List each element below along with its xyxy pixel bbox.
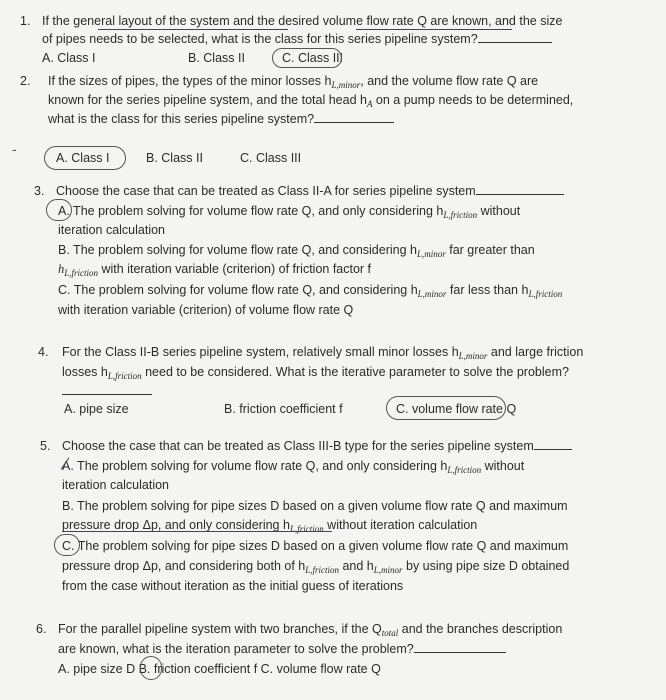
q5-option-c-line3: from the case without iteration as the initial guess of iterations: [62, 579, 404, 593]
q1-option-c[interactable]: C. Class III: [282, 51, 344, 65]
q4-option-b[interactable]: B. friction coefficient f: [224, 402, 343, 416]
q6-text-line2: are known, what is the iteration parameter to solve the problem?: [58, 641, 506, 657]
q5-option-c[interactable]: C. The problem solving for pipe sizes D based on a given volume flow rate Q and maximum: [62, 539, 569, 553]
q4-number: 4.: [38, 345, 49, 359]
q5-option-b-line2: pressure drop Δp, and only considering $h_{L,friction}$ without iteration calculation: [62, 518, 478, 534]
q1-option-b[interactable]: B. Class II: [188, 51, 245, 65]
q3-option-c[interactable]: C. The problem solving for volume flow rate Q, and considering $h_{L,minor}$ far less than $h_{L,friction}$: [58, 283, 563, 299]
q2-option-a[interactable]: A. Class I: [56, 151, 110, 165]
q2-option-b[interactable]: B. Class II: [146, 151, 203, 165]
q4-text-line1: For the Class II-B series pipeline system, relatively small minor losses $h_{L,minor}$ and large friction: [62, 345, 584, 361]
q4-text-line2: losses $h_{L,friction}$ need to be considered. What is the iterative parameter to solve the problem?: [62, 365, 569, 381]
q2-option-c[interactable]: C. Class III: [240, 151, 302, 165]
q1-selected-circle: [272, 48, 342, 68]
q3-number: 3.: [34, 184, 45, 198]
q2-text-line2: known for the series pipeline system, and the total head $h_A$ on a pump needs to be determined,: [48, 93, 574, 109]
q2-text-line3: what is the class for this series pipeline system?: [48, 111, 394, 127]
q6-text-line1: For the parallel pipeline system with two branches, if the $Q_{total}$ and the branches description: [58, 622, 563, 638]
q1-pen-underline-2: [356, 29, 512, 30]
q3-option-b-line2: $h_{L,friction}$ with iteration variable (criterion) of friction factor f: [58, 262, 372, 278]
q4-selected-circle: [386, 396, 506, 420]
q1-option-a[interactable]: A. Class I: [42, 51, 96, 65]
q5-answer-blank[interactable]: [534, 438, 572, 450]
q5-option-a-line2: iteration calculation: [62, 478, 170, 492]
q1-number: 1.: [20, 14, 31, 28]
q1-text-line2: of pipes needs to be selected, what is the class for this series pipeline system?: [42, 31, 552, 47]
q5-option-c-line2: pressure drop Δp, and considering both of $h_{L,friction}$ and $h_{L,minor}$ by using pipe size D obtained: [62, 559, 570, 575]
q2-answer-blank[interactable]: [314, 111, 394, 123]
q1-answer-blank[interactable]: [478, 31, 552, 43]
q5-option-a[interactable]: A. The problem solving for volume flow rate Q, and only considering $h_{L,friction}$ without: [62, 459, 525, 475]
q3-answer-blank[interactable]: [476, 183, 564, 195]
q3-option-c-line2: with iteration variable (criterion) of volume flow rate Q: [58, 303, 354, 317]
q3-text-line1: Choose the case that can be treated as Class II-A for series pipeline system: [56, 183, 564, 199]
q3-selected-circle: [46, 199, 72, 221]
q4-option-c[interactable]: C. volume flow rate Q: [396, 402, 517, 416]
q5-option-b[interactable]: B. The problem solving for pipe sizes D based on a given volume flow rate Q and maximum: [62, 499, 568, 513]
q3-option-b[interactable]: B. The problem solving for volume flow rate Q, and considering $h_{L,minor}$ far greater than: [58, 243, 535, 259]
q5-pen-underline: [62, 531, 332, 532]
q6-number: 6.: [36, 622, 47, 636]
q2-text-line1: If the sizes of pipes, the types of the minor losses $h_{L,minor}$, and the volume flow rate Q are: [48, 74, 539, 90]
q6-answer-blank[interactable]: [414, 641, 506, 653]
q6-options[interactable]: A. pipe size D B. friction coefficient f C. volume flow rate Q: [58, 662, 381, 676]
q3-option-a-line2: iteration calculation: [58, 223, 166, 237]
q5-selected-circle: [54, 534, 80, 556]
q2-selected-circle: [44, 146, 126, 170]
q4-option-a[interactable]: A. pipe size: [64, 402, 129, 416]
q1-pen-underline: [98, 29, 288, 30]
q5-number: 5.: [40, 439, 51, 453]
q2-number: 2.: [20, 74, 31, 88]
q6-selected-circle: [140, 656, 162, 680]
q5-text-line1: Choose the case that can be treated as Class III-B type for the series pipeline system: [62, 438, 572, 454]
q4-answer-blank[interactable]: [62, 383, 152, 395]
q1-text-line1: If the general layout of the system and the desired volume flow rate Q are known, and the size: [42, 14, 563, 28]
q3-option-a[interactable]: A. The problem solving for volume flow rate Q, and only considering $h_{L,friction}$ without: [58, 204, 521, 220]
q2-margin-mark: -: [12, 141, 17, 157]
